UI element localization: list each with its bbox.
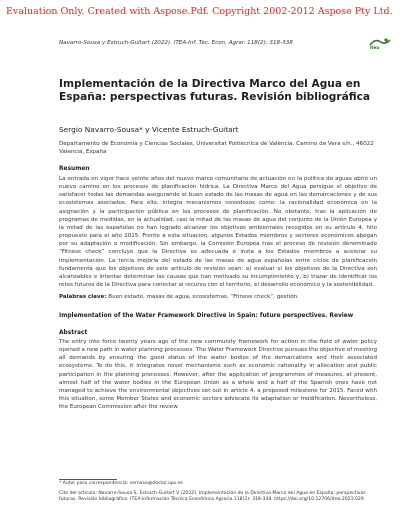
article-authors: Sergio Navarro-Sousa* y Vicente Estruch-Guitart xyxy=(59,125,239,134)
article-title: Implementación de la Directiva Marco del Agua en España: perspectivas futuras. Revisión bibliográfica xyxy=(59,78,371,104)
abstract-heading: Abstract xyxy=(59,330,88,336)
resumen-text: La entrada en vigor hace veinte años del nuevo marco comunitario de actuación en la política de aguas abrió un nuevo camino en los procesos de planificación hídrica. La Directiva Marco del Agua persigue el objetivo de satisfacer todas las demandas asegurando el buen estado de las masas de agua en las demarcaciones y de sus ecosistemas asociados. Para ello, integra mecanismos novedosos como: la racionalidad económica en la asignación y la participación pública en los procesos de planificación. No obstante, tras la aplicación de programas de medidas, en la actualidad, casi la mitad de las masas de agua del conjunto de la Unión Europea y la mitad de las españolas no han logrado alcanzar los objetivos ambientales recogidos en su artículo 4, hito propuesto para el año 2015. Frente a esta situación, algunos Estados miembros y sectores económicos abogan por su adaptación o modificación. Sin embargo, la Comisión Europea tras el proceso de revisión denominado “Fitness check” concluye que la Directiva es adecuada e insta a los Estados miembros a acelerar su implementación. La tercia mejoría del estado de las masas de agua españolas entre ciclos de planificación fundamenta que los objetivos de este artículo de revisión sean: a) evaluar si los objetivos de la Directiva son alcanzables e intentar determinar las causas que han motivado su incumplimiento y, b) trazar de identificar los retos futuros de la Directiva para conectar al recurso con el territorio, el desarrollo económico y la sostenibilidad. xyxy=(59,176,377,289)
abstract-text: The entry into force twenty years ago of the new community framework for action in the field of water policy opened a new path in water planning processes. The Water Framework Directive pursues the objective of meeting all demands by ensuring the good status of the water bodies of the demarcations and their associated ecosystems. To do this, it integrates novel mechanisms such as economic rationality in allocation and public participation in the planning processes. However, after the application of programmes of measures, at present, almost half of the water bodies in the European Union as a whole and a half of the Spanish ones have not managed to achieve the environmental objectives set out in article 4, a proposed milestone for 2015. Faced with this situation, some Member States and economic sectors advocate its adaptation or modification. Nevertheless, the European Commission after the review xyxy=(59,339,377,411)
author-affiliation: Departamento de Economía y Ciencias Sociales, Universitat Politècnica de València, Camino de Vera s/n., 46022 Valencia, España xyxy=(59,141,374,155)
running-head: Navarro-Sousa y Estruch-Guitart (2022). ITEA-Inf. Tec. Econ. Agrar. 118(2): 318-338 xyxy=(59,40,293,46)
resumen-heading: Resumen xyxy=(59,166,90,172)
english-title: Implementation of the Water Framework Directive in Spain: future perspectives. Review xyxy=(59,313,354,319)
journal-logo xyxy=(369,35,391,49)
footnote-correspondence: * Autor para correspondencia: sernaso@doctor.upv.es xyxy=(59,481,183,486)
keywords-text: Buen estado, masas de agua, ecosistemas, “Fitness check”, gestión. xyxy=(108,294,299,300)
keywords-label: Palabras clave: xyxy=(59,294,107,300)
evaluation-watermark: Evaluation Only. Created with Aspose.Pdf. Copyright 2002-2012 Aspose Pty Ltd. xyxy=(6,6,393,17)
keywords xyxy=(59,294,377,300)
footnote-rule xyxy=(59,479,117,480)
logo-text: itea xyxy=(370,45,380,50)
footnote-citation: Cite del artículo: Navarro-Sousa S, Estruch-Guitart V (2022). Implementación de la Directiva Marco del Agua en España: perspectivas futuras. Revisión bibliográfica. ITEA-Información Técnica Económica Agraria 118(2): 318-338. https://doi.org/10.12706/itea.2021.029 xyxy=(59,491,366,503)
journal-logo-graphic xyxy=(369,36,391,50)
